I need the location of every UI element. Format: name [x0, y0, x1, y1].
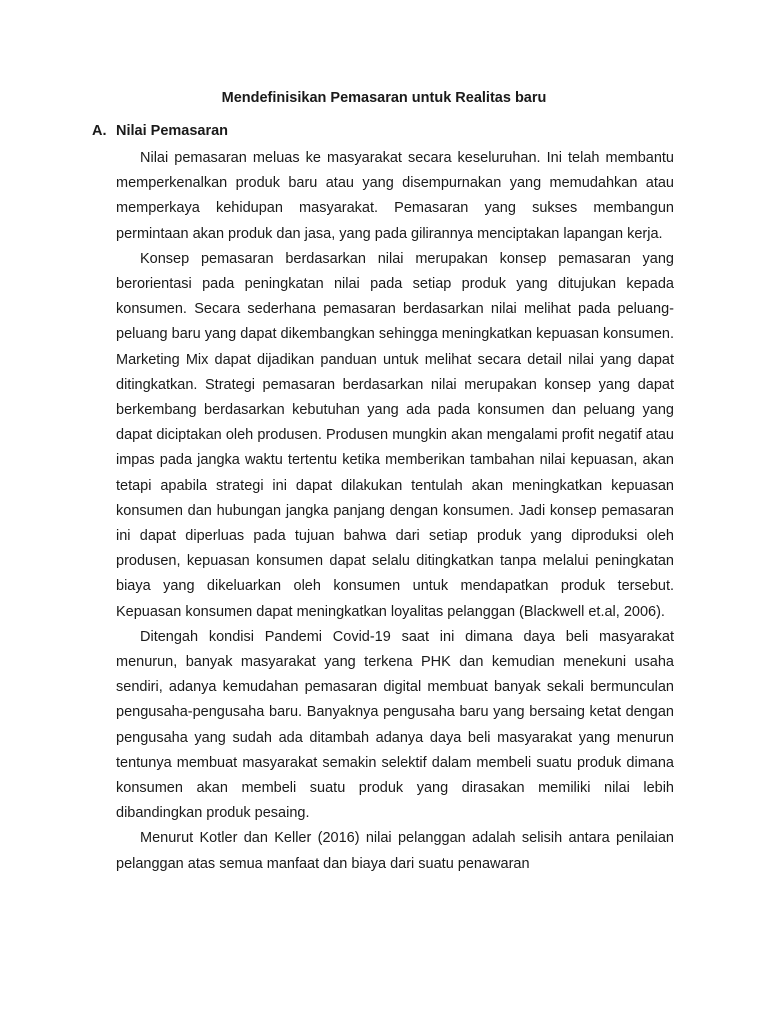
section-number: A.	[92, 123, 107, 139]
paragraph: Menurut Kotler dan Keller (2016) nilai pelanggan adalah selisih antara penilaian pelanggan atas semua manfaat dan biaya dari suatu penawaran	[116, 830, 674, 872]
paragraph: Ditengah kondisi Pandemi Covid-19 saat ini dimana daya beli masyarakat menurun, banyak masyarakat yang terkena PHK dan kemudian menekuni usaha sendiri, adanya kemudahan pemasaran digital membuat banyak sekali bermunculan pengusaha-pengusaha baru. Banyaknya pengusaha baru yang bersaing ketat dengan pengusaha yang sudah ada ditambah adanya daya beli masyarakat yang menurun tentunya membuat masyarakat semakin selektif dalam membeli suatu produk dimana konsumen akan membeli suatu produk yang dirasakan memiliki nilai lebih dibandingkan produk pesaing.	[116, 628, 674, 822]
paragraph: Konsep pemasaran berdasarkan nilai merupakan konsep pemasaran yang berorientasi pada peningkatan nilai pada setiap produk yang ditujukan kepada konsumen. Secara sederhana pemasaran berdasarkan nilai melihat pada peluang-peluang baru yang dapat dikembangkan sehingga meningkatkan kepuasan konsumen. Marketing Mix dapat dijadikan panduan untuk melihat secara detail nilai yang dapat ditingkatkan. Strategi pemasaran berdasarkan nilai merupakan konsep yang dapat berkembang berdasarkan kebutuhan yang ada pada konsumen dan peluang yang dapat diciptakan oleh produsen. Produsen mungkin akan mengalami profit negatif atau impas pada jangka waktu tertentu ketika memberikan tambahan nilai kepuasan, akan tetapi apabila strategi ini dapat dilakukan tentulah akan meningkatkan kepuasan konsumen dan hubungan jangka panjang dengan konsumen. Jadi konsep pemasaran ini dapat diperluas pada tujuan bahwa dari setiap produk yang diproduksi oleh produsen, kepuasan konsumen dapat selalu ditingkatkan tanpa melalui peningkatan biaya yang dikeluarkan oleh konsumen untuk mendapatkan produk tersebut. Kepuasan konsumen dapat meningkatkan loyalitas pelanggan (Blackwell et.al, 2006).	[116, 250, 674, 620]
body-text	[116, 146, 674, 877]
paragraph: Nilai pemasaran meluas ke masyarakat secara keseluruhan. Ini telah membantu memperkenalkan produk baru atau yang disempurnakan yang memudahkan atau memperkaya kehidupan masyarakat. Pemasaran yang sukses membangun permintaan akan produk dan jasa, yang pada gilirannya menciptakan lapangan kerja.	[116, 150, 674, 242]
document-title: Mendefinisikan Pemasaran untuk Realitas baru	[221, 90, 547, 106]
section-heading	[92, 121, 228, 141]
section-title: Nilai Pemasaran	[116, 123, 229, 139]
